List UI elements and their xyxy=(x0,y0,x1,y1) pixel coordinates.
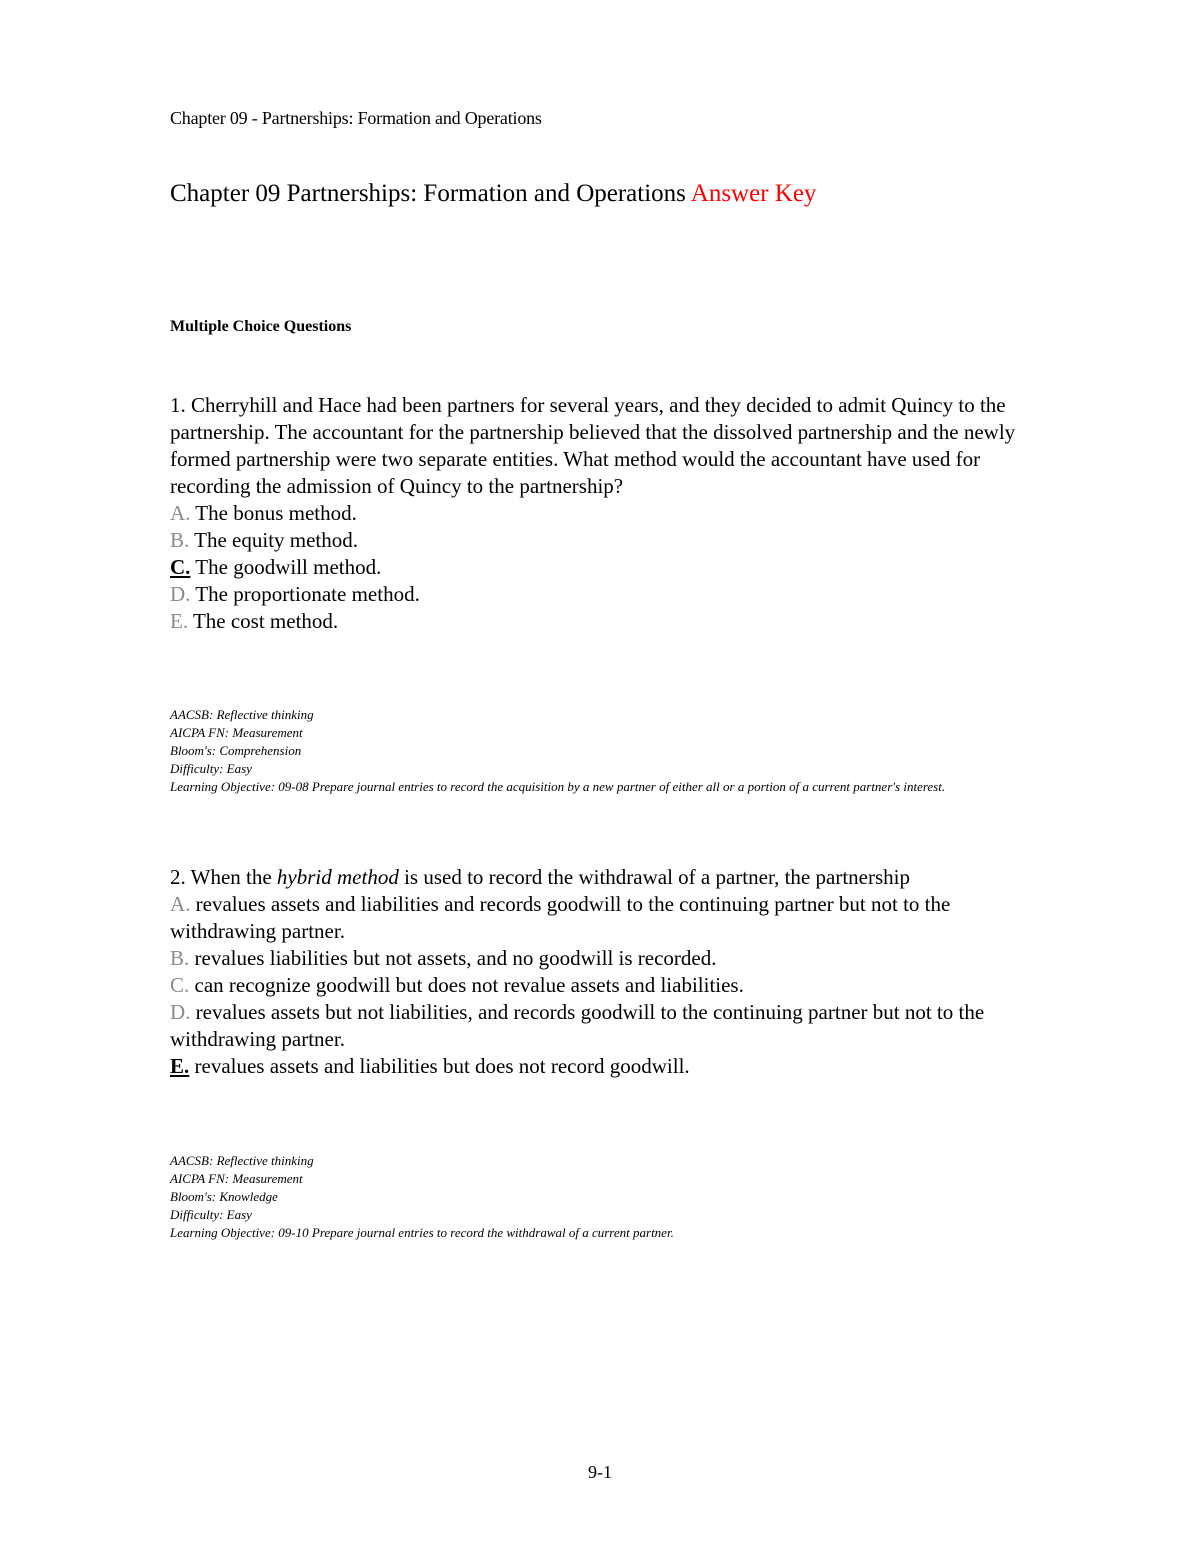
question-1-option-e xyxy=(170,608,1060,635)
question-1 xyxy=(170,392,1060,635)
question-1-option-a xyxy=(170,500,1060,527)
option-text: can recognize goodwill but does not revalue assets and liabilities. xyxy=(194,973,744,997)
question-1-option-c-correct xyxy=(170,554,1060,581)
meta-learning-objective: Learning Objective: 09-10 Prepare journal entries to record the withdrawal of a current partner. xyxy=(170,1225,674,1240)
option-text: revalues liabilities but not assets, and no goodwill is recorded. xyxy=(194,946,717,970)
question-2-option-b xyxy=(170,945,1060,972)
question-2-option-a xyxy=(170,891,1060,945)
running-header: Chapter 09 - Partnerships: Formation and Operations xyxy=(170,108,542,128)
meta-aacsb: AACSB: Reflective thinking xyxy=(170,707,314,722)
question-1-number: 1. xyxy=(170,393,186,417)
correct-option-letter: C. xyxy=(170,555,191,579)
meta-difficulty: Difficulty: Easy xyxy=(170,1207,252,1222)
option-letter: B. xyxy=(170,528,190,552)
option-text: The cost method. xyxy=(192,609,339,633)
meta-blooms: Bloom's: Comprehension xyxy=(170,743,302,758)
option-text: The bonus method. xyxy=(195,501,357,525)
question-2-number: 2. xyxy=(170,865,186,889)
option-letter: A. xyxy=(170,892,191,916)
question-2-emphasis: hybrid method xyxy=(276,865,399,889)
question-2-text-after: is used to record the withdrawal of a partner, the partnership xyxy=(404,865,910,889)
meta-aacsb: AACSB: Reflective thinking xyxy=(170,1153,314,1168)
question-1-text: Cherryhill and Hace had been partners for several years, and they decided to admit Quincy to the partnership. The accountant for the partnership believed that the dissolved partnership and the newly formed partnership were two separate entities. What method would the accountant have used for recording the admission of Quincy to the partnership? xyxy=(170,393,1016,498)
question-2-stem xyxy=(170,864,1060,891)
question-2-text-before: When the xyxy=(190,865,272,889)
question-2-option-e-correct xyxy=(170,1053,1060,1080)
meta-learning-objective: Learning Objective: 09-08 Prepare journal entries to record the acquisition by a new partner of either all or a portion of a current partner's interest. xyxy=(170,779,946,794)
question-2 xyxy=(170,864,1060,1080)
question-1-stem xyxy=(170,392,1060,500)
page-number: 9-1 xyxy=(588,1462,612,1482)
question-2-option-d xyxy=(170,999,1060,1053)
section-heading: Multiple Choice Questions xyxy=(170,318,352,335)
option-text: The goodwill method. xyxy=(195,555,382,579)
title-main: Chapter 09 Partnerships: Formation and Operations xyxy=(170,180,686,207)
meta-blooms: Bloom's: Knowledge xyxy=(170,1189,278,1204)
question-1-option-b xyxy=(170,527,1060,554)
option-letter: E. xyxy=(170,609,189,633)
option-letter: A. xyxy=(170,501,191,525)
option-letter: D. xyxy=(170,582,191,606)
option-letter: C. xyxy=(170,973,190,997)
question-2-option-c xyxy=(170,972,1060,999)
correct-option-letter: E. xyxy=(170,1054,190,1078)
question-1-metadata xyxy=(170,706,1060,796)
option-letter: B. xyxy=(170,946,190,970)
option-letter: D. xyxy=(170,1000,191,1024)
option-text: revalues assets but not liabilities, and records goodwill to the continuing partner but not to the withdrawing partner. xyxy=(170,1000,985,1051)
question-1-option-d xyxy=(170,581,1060,608)
option-text: revalues assets and liabilities but does not record goodwill. xyxy=(194,1054,690,1078)
meta-difficulty: Difficulty: Easy xyxy=(170,761,252,776)
option-text: The equity method. xyxy=(194,528,359,552)
option-text: The proportionate method. xyxy=(195,582,420,606)
meta-aicpa: AICPA FN: Measurement xyxy=(170,725,303,740)
meta-aicpa: AICPA FN: Measurement xyxy=(170,1171,303,1186)
page-title xyxy=(170,180,816,208)
question-2-metadata xyxy=(170,1152,1060,1242)
option-text: revalues assets and liabilities and records goodwill to the continuing partner but not to the withdrawing partner. xyxy=(170,892,951,943)
title-answer-key: Answer Key xyxy=(690,180,817,207)
